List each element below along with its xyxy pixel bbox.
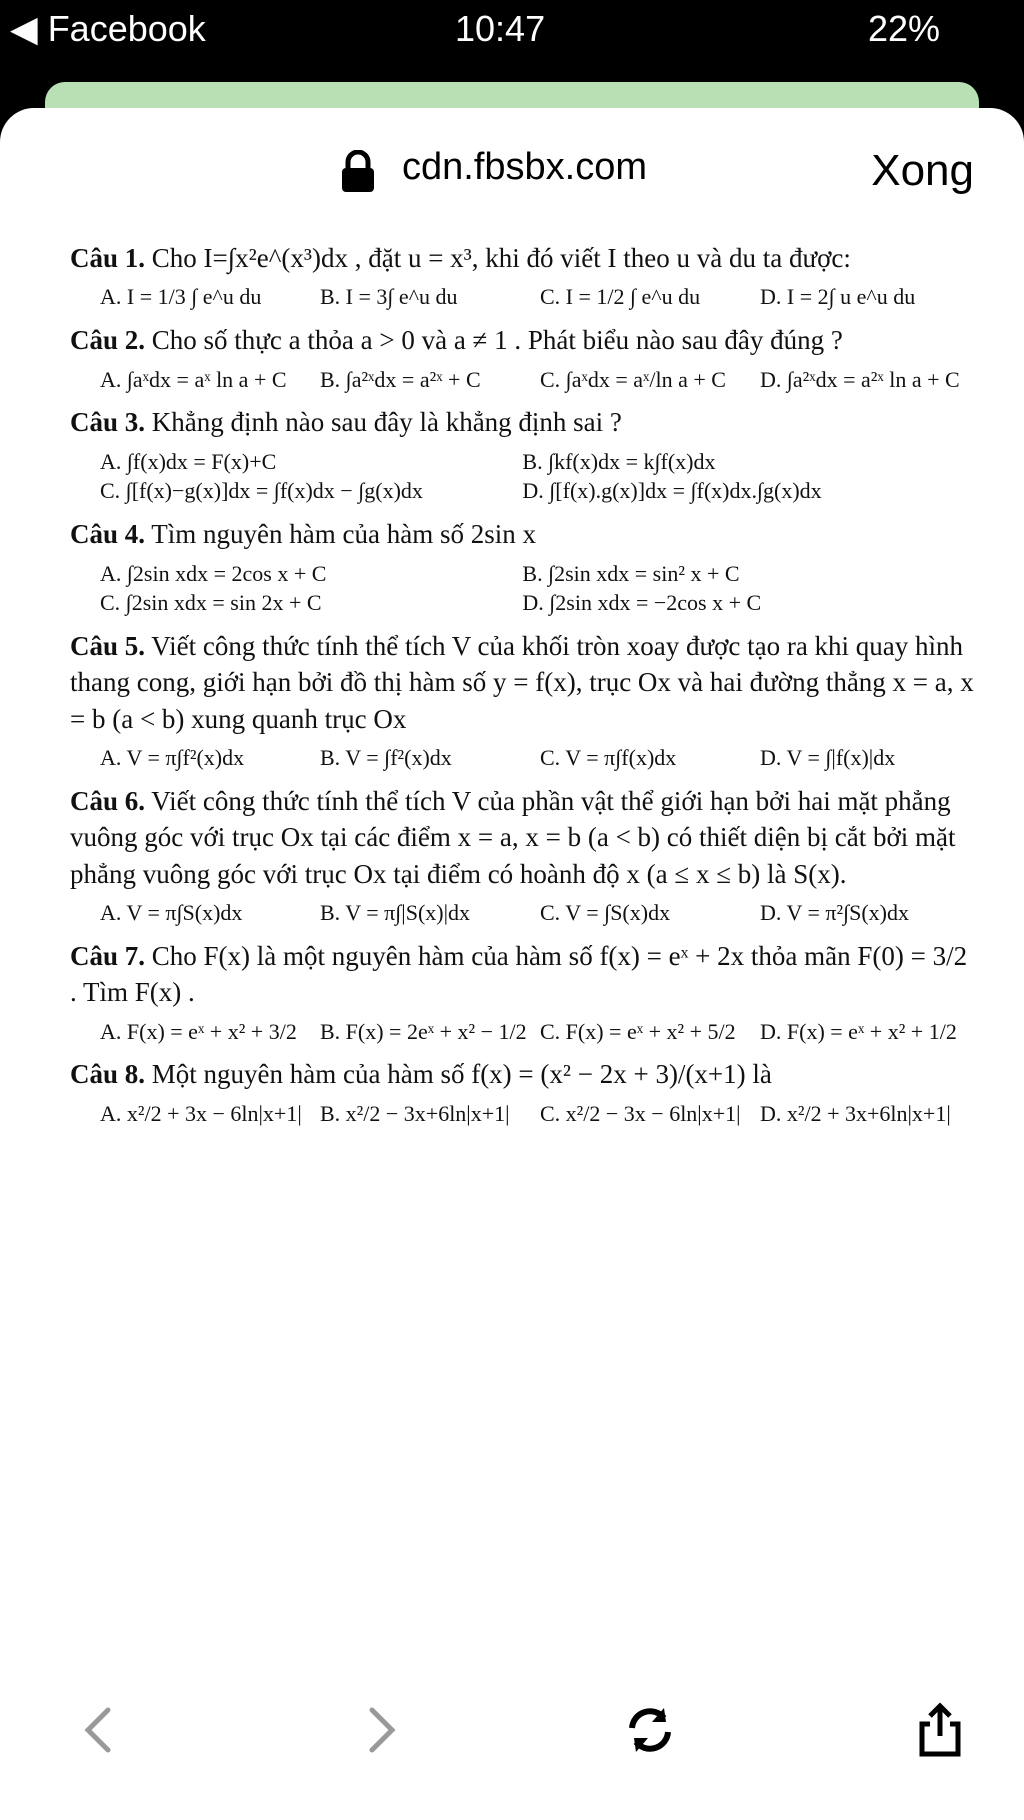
option: C. x²/2 − 3x − 6ln|x+1| [540, 1100, 741, 1126]
question-label: Câu 7. [70, 940, 146, 971]
back-arrow-icon[interactable] [70, 1700, 130, 1760]
option: D. V = π²∫S(x)dx [760, 900, 910, 926]
question-2 [70, 322, 980, 394]
url-bar[interactable] [0, 140, 1024, 200]
option: C. V = ∫S(x)dx [540, 900, 671, 926]
option: A. ∫aˣdx = aˣ ln a + C [100, 366, 287, 392]
question-text: Một nguyên hàm của hàm số f(x) = (x² − 2x + 3)/(x+1) là [151, 1059, 772, 1090]
reload-icon[interactable] [620, 1700, 680, 1760]
option: B. F(x) = 2eˣ + x² − 1/2 [320, 1018, 527, 1044]
option: A. x²/2 + 3x − 6ln|x+1| [100, 1100, 302, 1126]
question-label: Câu 3. [70, 407, 146, 438]
question-text: Viết công thức tính thể tích V của khối tròn xoay được tạo ra khi quay hình thang cong, giới hạn bởi đồ thị hàm số y = f(x), trục Ox và hai đường thẳng x = a, x = b (a < b) xung quanh trục Ox [70, 630, 974, 734]
status-bar [0, 0, 1024, 60]
question-text: Viết công thức tính thể tích V của phần vật thể giới hạn bởi hai mặt phẳng vuông góc với trục Ox tại các điểm x = a, x = b (a < b) có thiết diện bị cắt bởi mặt phẳng vuông góc với trục Ox tại điểm có hoành độ x (a ≤ x ≤ b) là S(x). [70, 785, 956, 889]
question-6 [70, 783, 980, 928]
question-4 [70, 516, 980, 618]
option: D. F(x) = eˣ + x² + 1/2 [760, 1018, 957, 1044]
question-5 [70, 628, 980, 773]
option: B. x²/2 − 3x+6ln|x+1| [320, 1100, 510, 1126]
question-8 [70, 1056, 980, 1128]
option: A. ∫f(x)dx = F(x)+C [100, 448, 277, 474]
option: B. ∫kf(x)dx = k∫f(x)dx [522, 448, 716, 474]
option: C. ∫2sin xdx = sin 2x + C [100, 590, 322, 616]
forward-arrow-icon[interactable] [350, 1700, 410, 1760]
question-text: Tìm nguyên hàm của hàm số 2sin x [151, 519, 536, 550]
back-to-facebook[interactable]: ◀ Facebook [10, 8, 206, 49]
option: B. V = ∫f²(x)dx [320, 745, 452, 771]
url-text: cdn.fbsbx.com [402, 146, 647, 188]
browser-toolbar [0, 1700, 1024, 1790]
question-text: Cho F(x) là một nguyên hàm của hàm số f(x) = eˣ + 2x thỏa mãn F(0) = 3/2 . Tìm F(x) . [70, 940, 968, 1008]
option: D. ∫2sin xdx = −2cos x + C [522, 590, 762, 616]
option: C. F(x) = eˣ + x² + 5/2 [540, 1018, 736, 1044]
option: A. V = π∫S(x)dx [100, 900, 243, 926]
option: B. V = π∫|S(x)|dx [320, 900, 471, 926]
done-button[interactable]: Xong [871, 146, 974, 195]
option: B. ∫a²ˣdx = a²ˣ + C [320, 366, 481, 392]
option: B. I = 3∫ e^u du [320, 284, 458, 310]
option: A. ∫2sin xdx = 2cos x + C [100, 560, 327, 586]
option: A. F(x) = eˣ + x² + 3/2 [100, 1018, 297, 1044]
option: C. ∫[f(x)−g(x)]dx = ∫f(x)dx − ∫g(x)dx [100, 478, 423, 504]
option: D. ∫[f(x).g(x)]dx = ∫f(x)dx.∫g(x)dx [522, 478, 822, 504]
question-3 [70, 404, 980, 506]
question-text: Khẳng định nào sau đây là khẳng định sai ? [151, 407, 622, 438]
option: C. ∫aˣdx = aˣ/ln a + C [540, 366, 726, 392]
question-label: Câu 2. [70, 325, 146, 356]
question-1 [70, 240, 980, 312]
question-label: Câu 5. [70, 630, 146, 661]
option: D. I = 2∫ u e^u du [760, 284, 916, 310]
question-text: Cho I=∫x²e^(x³)dx , đặt u = x³, khi đó viết I theo u và du ta được: [151, 243, 851, 273]
share-icon[interactable] [910, 1700, 970, 1760]
question-label: Câu 6. [70, 785, 146, 816]
option: B. ∫2sin xdx = sin² x + C [522, 560, 740, 586]
option: D. ∫a²ˣdx = a²ˣ ln a + C [760, 366, 960, 392]
question-7 [70, 938, 980, 1047]
option: C. I = 1/2 ∫ e^u du [540, 284, 701, 310]
option: D. V = ∫|f(x)|dx [760, 745, 896, 771]
battery-level: 22% [868, 8, 941, 49]
lock-icon [338, 150, 378, 194]
option: D. x²/2 + 3x+6ln|x+1| [760, 1100, 951, 1126]
option: C. V = π∫f(x)dx [540, 745, 677, 771]
question-label: Câu 1. [70, 243, 146, 273]
clock: 10:47 [455, 8, 546, 49]
option: A. I = 1/3 ∫ e^u du [100, 284, 262, 310]
option: A. V = π∫f²(x)dx [100, 745, 245, 771]
question-label: Câu 8. [70, 1059, 146, 1090]
question-label: Câu 4. [70, 519, 146, 550]
document [70, 240, 980, 1139]
question-text: Cho số thực a thỏa a > 0 và a ≠ 1 . Phát biểu nào sau đây đúng ? [151, 325, 843, 356]
